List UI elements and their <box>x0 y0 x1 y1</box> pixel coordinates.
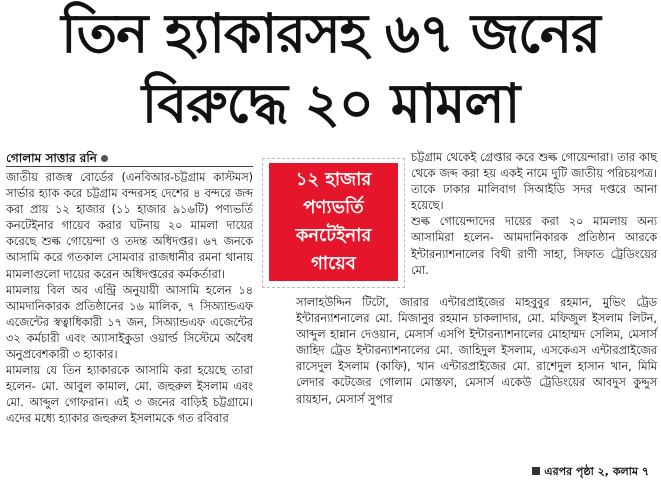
continuation-note <box>532 463 649 482</box>
continuation-text: এরপর পৃষ্ঠা ২, কলাম ৭ <box>544 465 649 478</box>
highlight-line-4: গায়েব <box>311 253 356 274</box>
highlight-box <box>269 163 398 281</box>
headline-line-2: বিরুদ্ধে ২০ মামলা <box>141 72 520 135</box>
byline <box>6 150 108 170</box>
highlight-line-1: ১২ হাজার <box>295 169 372 190</box>
bottom-paragraph: সালাহউদ্দিন টিটো, জারার এন্টারপ্রাইজের মাহবুবুর রহমান, মুভিং ট্রেড ইন্টারন্যাশনালের মো. মিজানুর রহমান চাকলাদার, মো. মফিজুল ইসলাম লিটন, আব্দুল হান্নান দেওয়ান, মেসার্স এসপি ইন্টারন্যাশনালের মোহাম্মদ সেলিম, মেসার্স জাহিদ ট্রেড ইন্টারন্যাশনালের মো. জাহিদুল ইসলাম, এসকেএস এন্টারপ্রাইজের রাসেদুল ইসলাম (কাফি), খান এন্টারপ্রাইজের মো. রাশেদুল হাসান খান, মিমি লেদার কটেজের গোলাম মোস্তফা, মেসার্স একেউ ট্রেডিংয়ের আবদুস কুদ্দুস রায়হান, মেসার্স সুপার <box>296 296 657 406</box>
bullet-icon <box>101 155 108 162</box>
highlight-line-3: কনটেইনার <box>295 225 372 246</box>
left-paragraph-1: জাতীয় রাজস্ব বোর্ডের (এনবিআর-চট্টগ্রাম কাস্টমস) সার্ভার হ্যাক করে চট্টগ্রাম বন্দরসহ দেশের ৪ বন্দরে জব্দ করা প্রায় ১২ হাজার (১১ হাজার ৯১৬টি) পণ্যভর্তি কনটেইনার গায়েব করার ঘটনায় ২০ মামলা দায়ের করেছে শুল্ক গোয়েন্দা ও তদন্ত অধিদপ্তর। ৬৭ জনকে আসামি করে গতকাল সোমবার রাজধানীর রমনা থানায় মামলাগুলো দায়ের করেন অধিদপ্তরের কর্মকর্তারা। <box>6 171 253 281</box>
headline-line-1: তিন হ্যাকারসহ ৬৭ জনের <box>61 2 600 65</box>
right-paragraph-1: চট্টগ্রাম থেকেই গ্রেপ্তার করে শুল্ক গোয়েন্দারা। তার কাছ থেকে জব্দ করা হয় একই নামে দুটি জাতীয় পরিচয়পত্র। তাকে ঢাকার মালিবাগ সিআইডি সদর দপ্তরে আনা হয়েছে। <box>411 151 657 213</box>
left-paragraph-2: মামলায় বিল অব এন্ট্রি অনুযায়ী আসামি হলেন ১৪ আমদানিকারক প্রতিষ্ঠানের ১৬ মালিক, ৭ সিঅ্যান্ডএফ এজেন্টের স্বত্বাধিকারী ১৭ জন, সিঅ্যান্ডএফ এজেন্টের ৩২ কর্মচারী এবং অ্যাসাইকুডা ওয়ার্ল্ড সিস্টেমে অবৈধ অনুপ্রবেশকারী ৩ হ্যাকার। <box>6 283 253 362</box>
left-paragraph-3: মামলায় যে তিন হ্যাকারকে আসামি করা হয়েছে তারা হলেন- মো. আবুল কামাল, মো. জহুরুল ইসলাম এবং মো. আব্দুল গোফরান। এই ৩ জনের বাড়িই চট্টগ্রামে। এদের মধ্যে হ্যাকার জহুরুল ইসলামকে গত রবিবার <box>6 364 253 426</box>
square-bullet-icon <box>532 467 540 475</box>
bottom-block <box>296 295 657 408</box>
left-column <box>6 170 253 428</box>
byline-divider <box>6 166 253 167</box>
right-column <box>411 150 657 279</box>
right-paragraph-2: শুল্ক গোয়েন্দাদের দায়ের করা ২০ মামলায় অন্য আসামিরা হলেন- আমদানিকারক প্রতিষ্ঠান আরকে ইন্টারন্যাশনালের বিথী রাণী সাহা, সিফাত ট্রেডিংয়ের মো. <box>411 215 657 277</box>
highlight-line-2: পণ্যভর্তি <box>303 197 364 218</box>
byline-author: গোলাম সাত্তার রনি <box>6 151 97 165</box>
